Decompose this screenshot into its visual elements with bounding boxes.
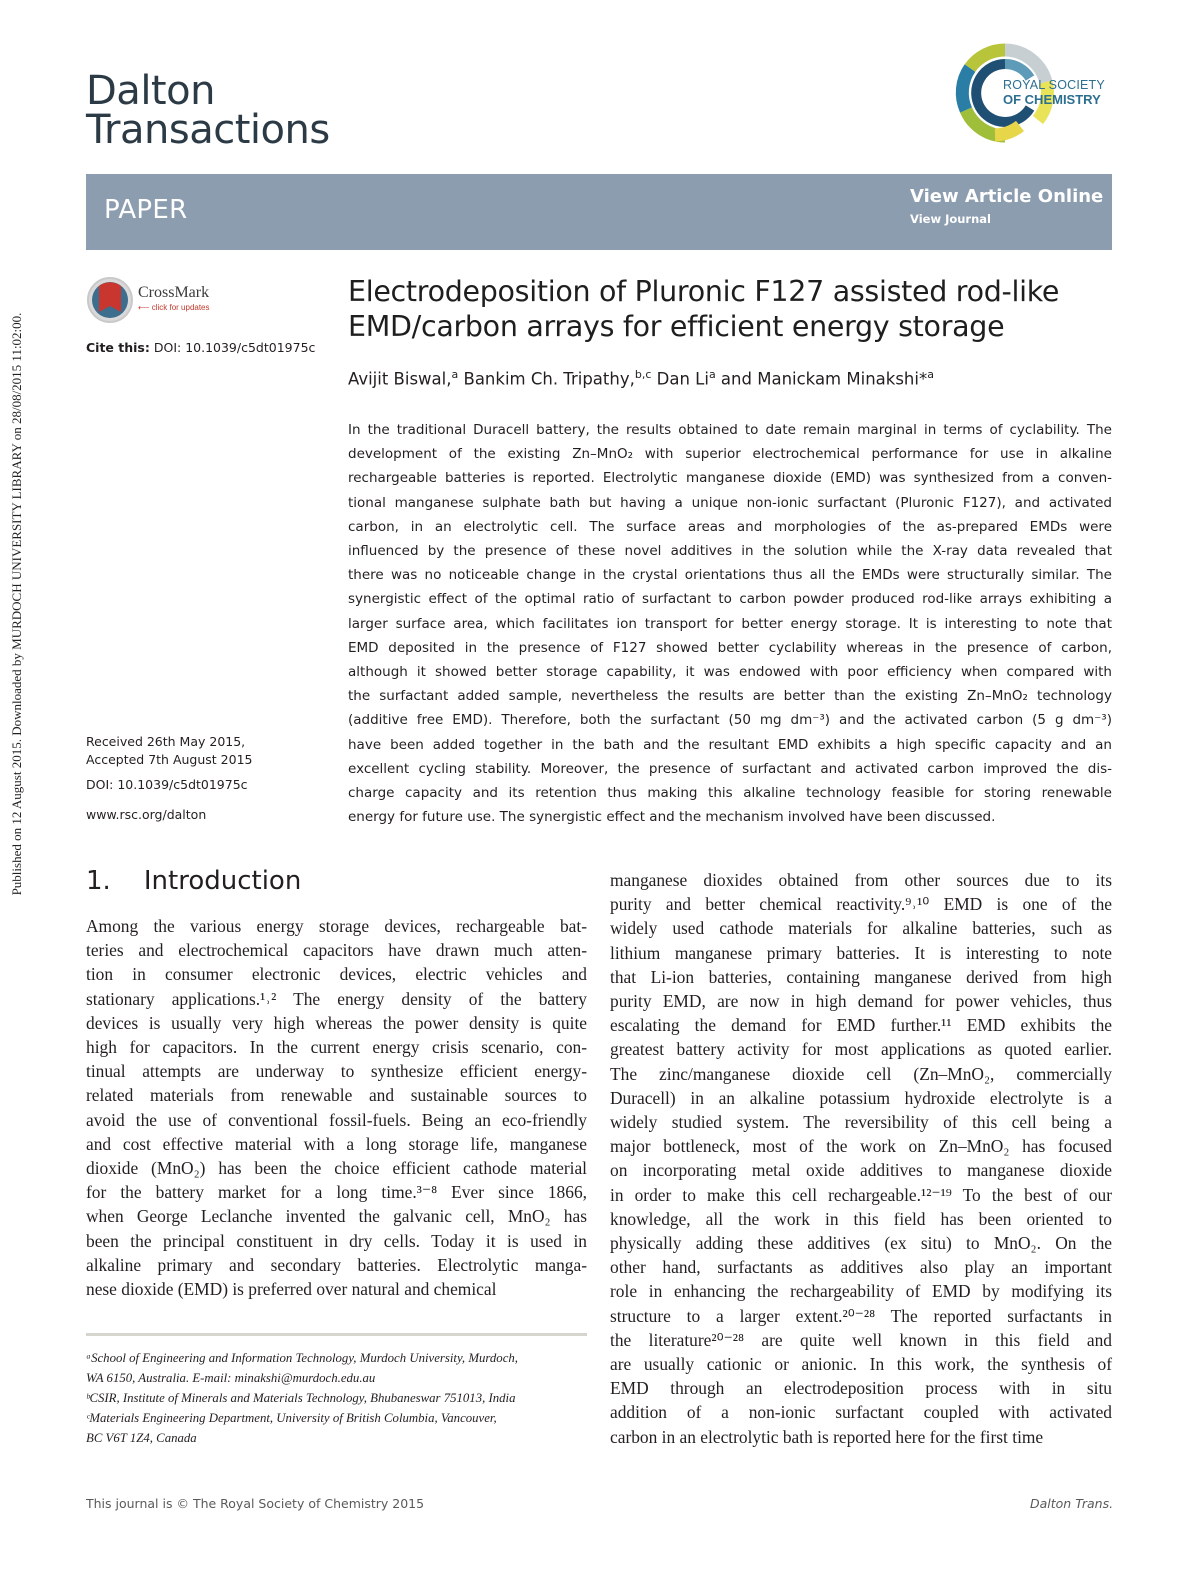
abstract-line: larger surface area, which facilitates ion transport for better energy storage. It is interesting to note that xyxy=(348,615,1112,632)
journal-title xyxy=(86,68,330,153)
cite-this xyxy=(86,340,315,355)
author-affiliation-mark: a xyxy=(451,368,459,381)
author-list xyxy=(348,368,934,389)
article-type-banner xyxy=(86,174,1112,250)
affiliation-footnotes xyxy=(86,1348,587,1448)
author-name: Bankim Ch. Tripathy, xyxy=(458,369,635,389)
footnote-divider xyxy=(86,1333,587,1336)
view-article-online-link[interactable]: View Article Online xyxy=(910,186,1104,207)
abstract-line: excellent cycling stability. Moreover, the presence of surfactant and activated carbon improved the dis- xyxy=(348,760,1112,777)
body-text-line: related materials from renewable and sustainable sources to xyxy=(86,1085,587,1106)
view-journal-link[interactable]: View Journal xyxy=(910,212,991,226)
body-text-line: knowledge, all the work in this field has been oriented to xyxy=(610,1208,1112,1229)
abstract-line: (additive free EMD). Therefore, both the surfactant (50 mg dm⁻³) and the activated carbon (5 g dm⁻³) xyxy=(348,712,1112,729)
body-text-line: purity and better chemical reactivity.⁹˒¹⁰ EMD is one of the xyxy=(610,894,1112,915)
body-text-line: that Li-ion batteries, containing manganese derived from high xyxy=(610,966,1112,987)
body-text-line: for the battery market for a long time.³⁻⁸ Ever since 1866, xyxy=(86,1182,587,1203)
crossmark-sublabel: ⟵ click for updates xyxy=(138,303,210,312)
body-column-left xyxy=(86,914,587,1301)
abstract-line: rechargeable batteries is reported. Electrolytic manganese dioxide (EMD) was synthesized from a conven- xyxy=(348,470,1112,487)
body-text-line: role in enhancing the rechargeability of EMD by modifying its xyxy=(610,1281,1112,1302)
author-name: and Manickam Minakshi* xyxy=(715,369,928,389)
body-text-line: widely used cathode materials for alkaline batteries, such as xyxy=(610,918,1112,939)
journal-title-line2: Transactions xyxy=(86,107,330,153)
body-text-line: on incorporating metal oxide additives to manganese dioxide xyxy=(610,1160,1112,1181)
rsc-logo-text-1: ROYAL SOCIETY xyxy=(1003,78,1105,92)
body-text-line: escalating the demand for EMD further.¹¹ EMD exhibits the xyxy=(610,1015,1112,1036)
body-text-line: and cost effective material with a long storage life, manganese xyxy=(86,1133,587,1154)
abstract-line: although it showed better storage capability, it was endowed with poor efficiency when compared with xyxy=(348,664,1112,681)
body-text-line: lithium manganese primary batteries. It is interesting to note xyxy=(610,942,1112,963)
author-name: Dan Li xyxy=(651,369,709,389)
journal-title-line1: Dalton xyxy=(86,68,215,114)
footnote-line: ᵇCSIR, Institute of Minerals and Materials Technology, Bhubaneswar 751013, India xyxy=(86,1391,516,1405)
body-text-line: physically adding these additives (ex situ) to MnO₂. On the xyxy=(610,1233,1112,1254)
crossmark-label: CrossMark xyxy=(138,284,210,301)
body-text-line: tion in consumer electronic devices, electric vehicles and xyxy=(86,964,587,985)
abstract-line: carbon, in an electrolytic cell. The surface areas and morphologies of the as-prepared EMDs were xyxy=(348,518,1112,535)
crossmark-icon xyxy=(86,276,134,324)
author-affiliation-mark: a xyxy=(708,368,716,381)
abstract-line: charge capacity and its retention thus making this alkaline technology feasible for storing renewable xyxy=(348,785,1112,802)
body-text-line: addition of a non-ionic surfactant coupled with activated xyxy=(610,1402,1112,1423)
body-text-line: tinual attempts are underway to synthesize efficient energy- xyxy=(86,1061,587,1082)
body-text-line: are usually cationic or anionic. In this work, the synthesis of xyxy=(610,1354,1112,1375)
body-text-line: dioxide (MnO₂) has been the choice efficient cathode material xyxy=(86,1158,587,1179)
abstract-line: tional manganese sulphate bath but having a unique non-ionic surfactant (Pluronic F127), and activated xyxy=(348,494,1112,511)
body-text-line: teries and electrochemical capacitors have drawn much atten- xyxy=(86,940,587,961)
body-text-line: devices is usually very high whereas the power density is quite xyxy=(86,1012,587,1033)
crossmark-badge[interactable] xyxy=(86,276,216,324)
body-text-line: manganese dioxides obtained from other sources due to its xyxy=(610,870,1112,890)
abstract-line: development of the existing Zn–MnO₂ with superior electrochemical performance for use in alkaline xyxy=(348,446,1112,463)
footnote-line: BC V6T 1Z4, Canada xyxy=(86,1431,197,1445)
abstract-line: In the traditional Duracell battery, the results obtained to date remain marginal in terms of cyclability. The xyxy=(348,422,1112,438)
rsc-logo[interactable] xyxy=(950,38,1115,148)
abstract-line: the surfactant added sample, nevertheless the results are better than the existing Zn–MnO₂ technology xyxy=(348,688,1112,705)
doi: DOI: 10.1039/c5dt01975c xyxy=(86,777,248,792)
body-text-line: nese dioxide (EMD) is preferred over natural and chemical xyxy=(86,1279,497,1300)
abstract-line: have been added together in the bath and the resultant EMD exhibits a high specific capacity and an xyxy=(348,736,1112,753)
footnote-line: WA 6150, Australia. E-mail: minakshi@murdoch.edu.au xyxy=(86,1371,376,1385)
abstract-line: EMD deposited in the presence of F127 showed better cyclability whereas in the presence of carbon, xyxy=(348,639,1112,656)
author-affiliation-mark: b,c xyxy=(634,368,652,381)
body-text-line: Duracell) in an alkaline potassium hydroxide electrolyte is a xyxy=(610,1087,1112,1108)
cite-label: Cite this: xyxy=(86,340,150,355)
footer-journal-abbrev: Dalton Trans. xyxy=(1030,1496,1114,1511)
body-text-line: stationary applications.¹˒² The energy density of the battery xyxy=(86,988,587,1009)
body-text-line: when George Leclanche invented the galvanic cell, MnO₂ has xyxy=(86,1206,587,1227)
body-text-line: EMD through an electrodeposition process with in situ xyxy=(610,1378,1112,1399)
article-dates xyxy=(86,733,252,769)
body-text-line: high for capacitors. In the current energy crisis scenario, con- xyxy=(86,1037,587,1058)
cite-doi: DOI: 10.1039/c5dt01975c xyxy=(153,340,316,355)
crossmark-sub-text: click for updates xyxy=(151,303,210,312)
received-date: Received 26th May 2015, xyxy=(86,734,246,749)
article-title-line1: Electrodeposition of Pluronic F127 assisted rod-like xyxy=(348,275,1060,308)
abstract-line: energy for future use. The synergistic effect and the mechanism involved have been discussed. xyxy=(348,809,996,826)
abstract-line: influenced by the presence of these novel additives in the solution while the X-ray data revealed that xyxy=(348,543,1112,560)
footer-copyright: This journal is © The Royal Society of Chemistry 2015 xyxy=(86,1496,425,1511)
body-text-line: other hand, surfactants as additives also play an important xyxy=(610,1257,1112,1278)
article-type-label: PAPER xyxy=(104,195,188,225)
footnote-line: ᶜMaterials Engineering Department, University of British Columbia, Vancouver, xyxy=(86,1411,497,1425)
footnote-line: ᵃSchool of Engineering and Information Technology, Murdoch University, Murdoch, xyxy=(86,1351,518,1365)
author-name: Avijit Biswal, xyxy=(348,369,452,389)
author-affiliation-mark: a xyxy=(927,368,934,381)
body-text-line: in order to make this cell rechargeable.¹²⁻¹⁹ To the best of our xyxy=(610,1184,1112,1205)
body-text-line: the literature²⁰⁻²⁸ are quite well known in this field and xyxy=(610,1329,1112,1350)
body-text-line: carbon in an electrolytic bath is reported here for the first time xyxy=(610,1426,1044,1447)
body-text-line: Among the various energy storage devices, rechargeable bat- xyxy=(86,916,587,936)
rsc-logo-text-2: OF CHEMISTRY xyxy=(1003,92,1101,107)
body-text-line: alkaline primary and secondary batteries. Electrolytic manga- xyxy=(86,1254,587,1275)
abstract xyxy=(348,418,1112,829)
body-text-line: been the principal constituent in dry cells. Today it is used in xyxy=(86,1230,587,1251)
body-column-right xyxy=(610,868,1112,1449)
body-text-line: structure to a larger extent.²⁰⁻²⁸ The reported surfactants in xyxy=(610,1305,1112,1326)
body-text-line: widely studied system. The reversibility of this cell being a xyxy=(610,1112,1112,1133)
body-text-line: major bottleneck, most of the work on Zn–MnO₂ has focused xyxy=(610,1136,1112,1157)
article-title xyxy=(348,274,1118,344)
download-watermark: Published on 12 August 2015. Downloaded by MURDOCH UNIVERSITY LIBRARY on 28/08/2015 11:02:00. xyxy=(9,312,24,896)
body-text-line: avoid the use of conventional fossil-fuels. Being an eco-friendly xyxy=(86,1109,587,1130)
body-text-line: The zinc/manganese dioxide cell (Zn–MnO₂, commercially xyxy=(610,1063,1112,1084)
abstract-line: there was no noticeable change in the crystal orientations thus all the EMDs were structurally similar. The xyxy=(348,567,1112,584)
body-text-line: greatest battery activity for most applications as quoted earlier. xyxy=(610,1039,1112,1060)
accepted-date: Accepted 7th August 2015 xyxy=(86,752,253,767)
body-text-line: purity EMD, are now in high demand for power vehicles, thus xyxy=(610,991,1112,1012)
abstract-line: synergistic effect of the optimal ratio of surfactant to carbon powder produced rod-like arrays exhibiting a xyxy=(348,591,1112,608)
section-heading-introduction: 1. Introduction xyxy=(86,866,302,896)
article-title-line2: EMD/carbon arrays for efficient energy storage xyxy=(348,310,1005,343)
journal-site-link[interactable]: www.rsc.org/dalton xyxy=(86,807,207,822)
